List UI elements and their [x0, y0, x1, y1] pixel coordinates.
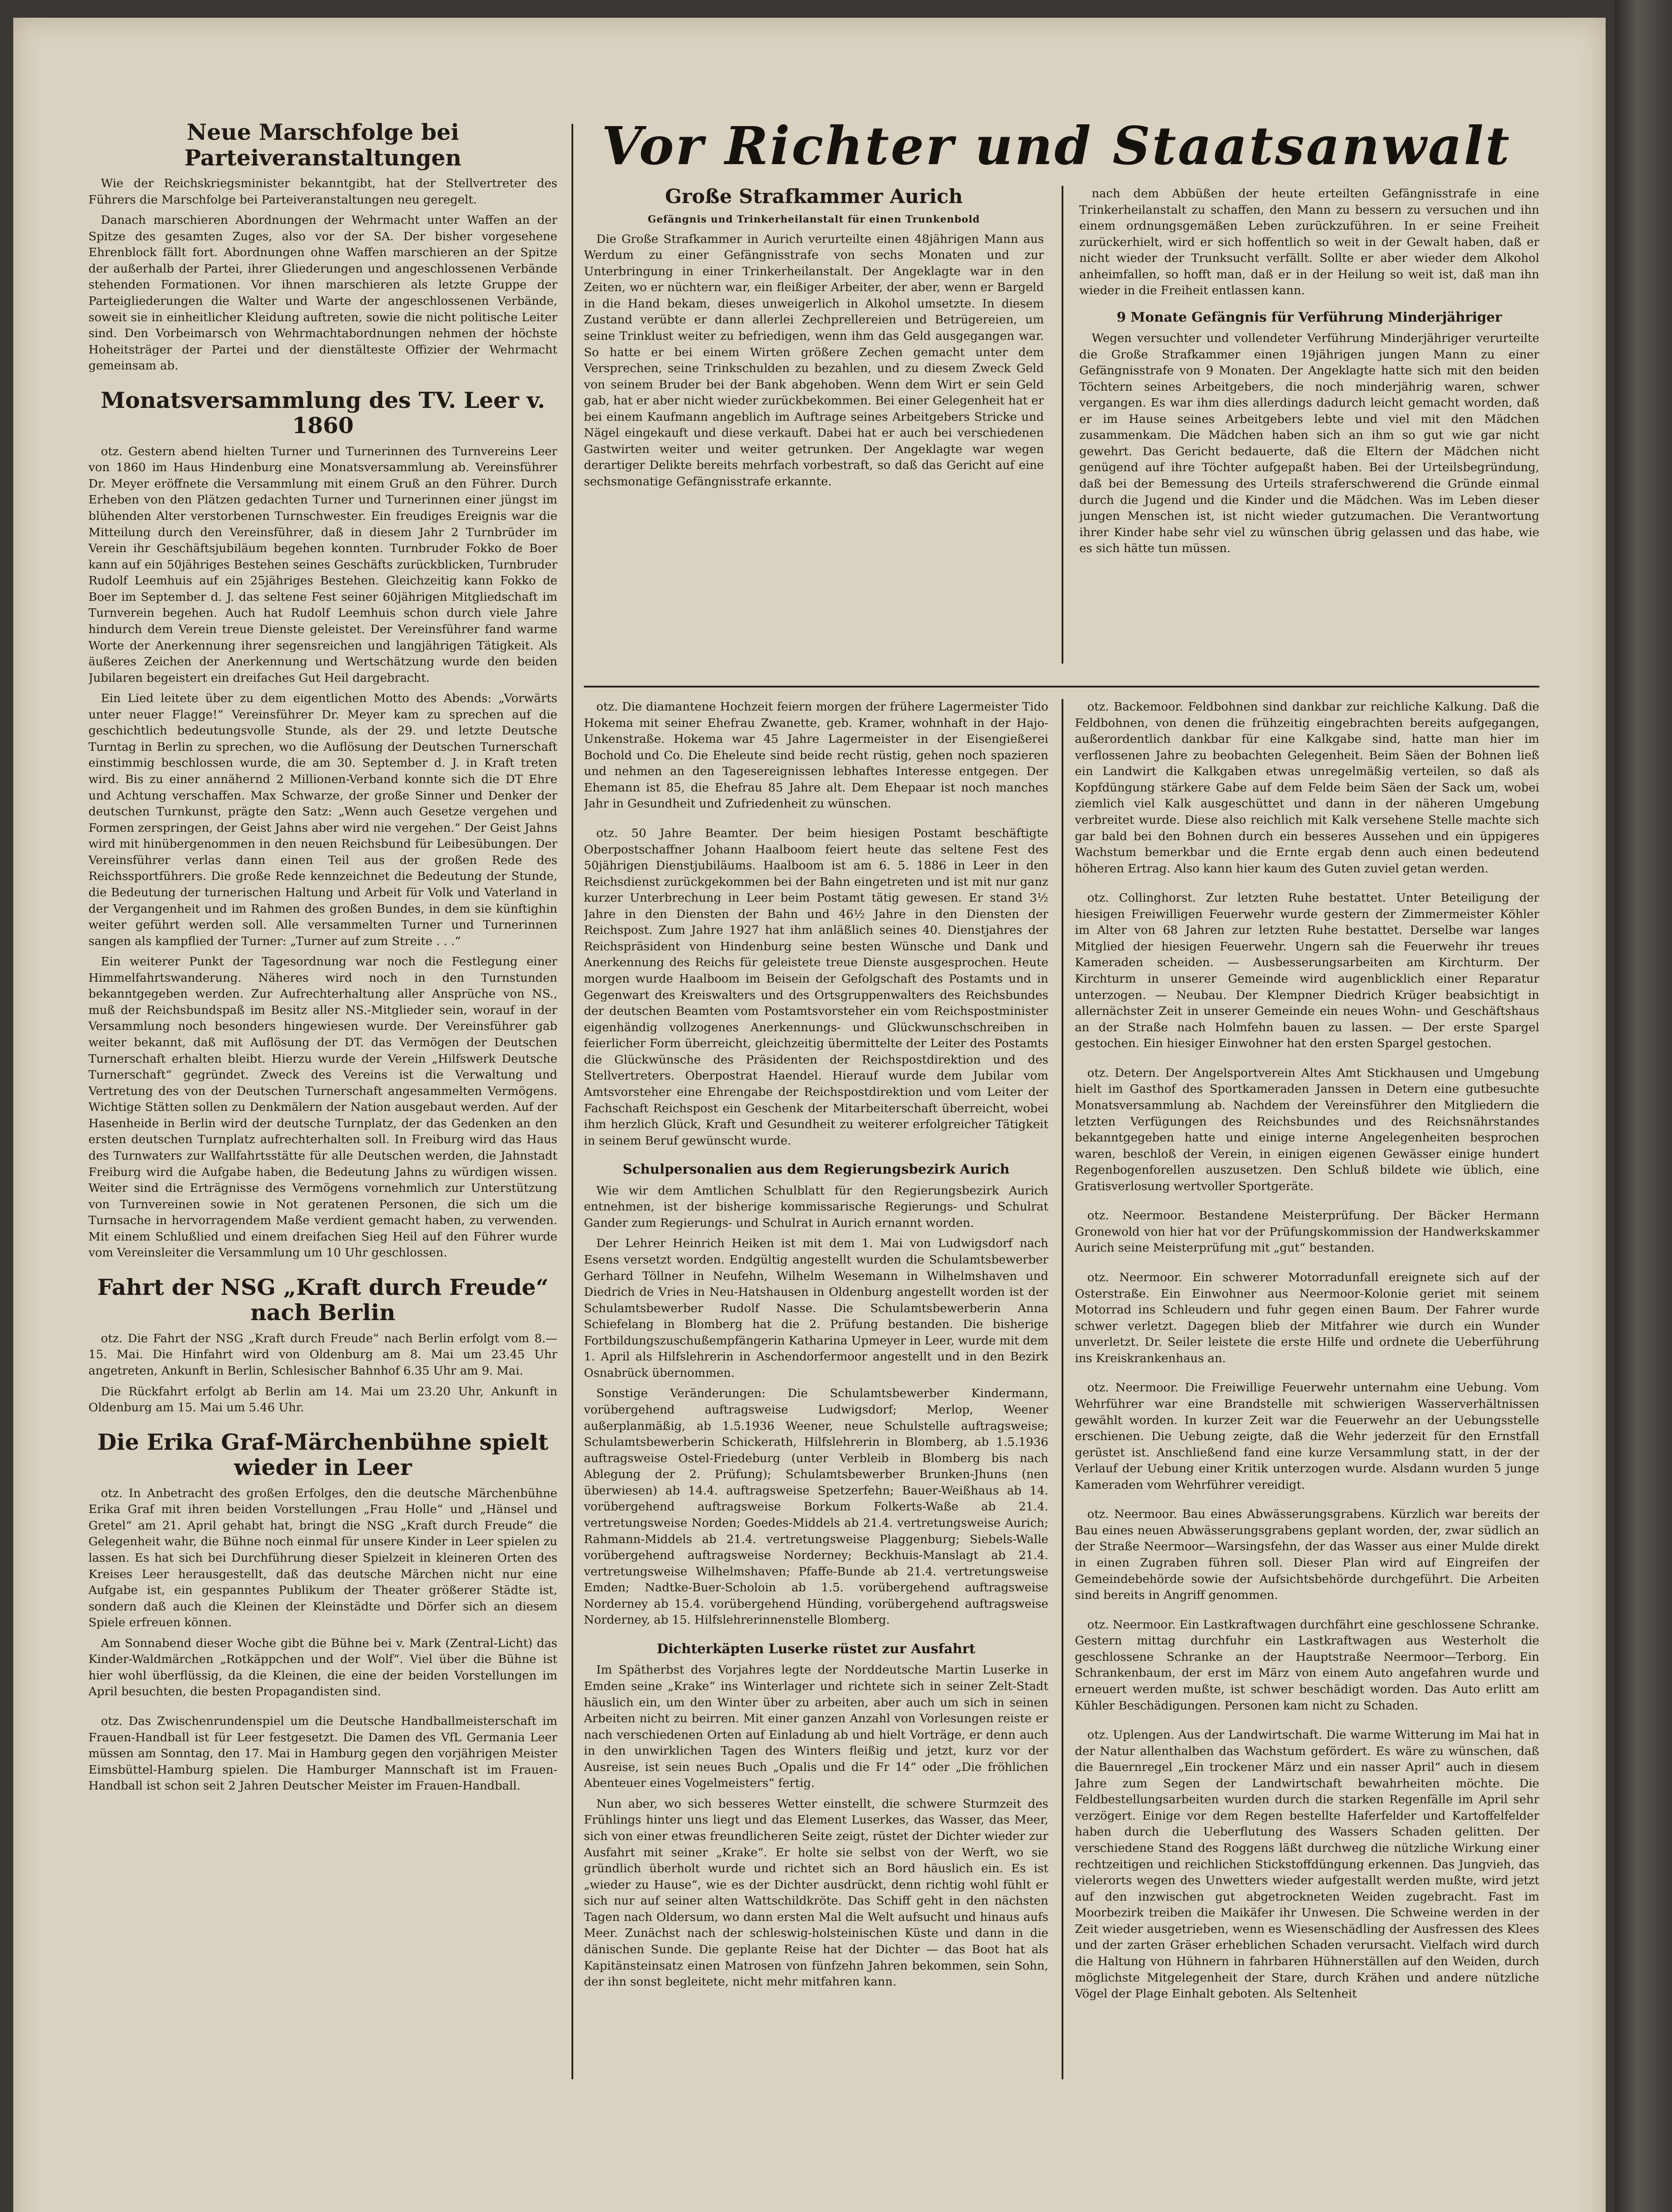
article	[1075, 1065, 1539, 1195]
article-paragraph: otz. Neermoor. Die Freiwillige Feuerwehr unternahm eine Uebung. Vom Wehrführer war eine Brandstelle mit schwierigen Wasserverhältnissen gewählt worden. In kurzer Zeit war die Feuerwehr an der Uebungsstelle erschienen. Die Uebung zeigte, daß die Wehr jederzeit für den Ernstfall gerüstet ist. Anschließend fand eine kurze Versammlung statt, in der der Verlauf der Uebung einer Kritik unterzogen wurde. Alsdann wurden 5 junge Kameraden vom Wehrführer vereidigt.	[1075, 1381, 1539, 1492]
article	[584, 699, 1048, 812]
section-rule	[584, 686, 1539, 687]
article	[88, 1429, 557, 1700]
article	[584, 1162, 1048, 1628]
article-paragraph: Sonstige Veränderungen: Die Schulamtsbewerber Kindermann, vorübergehend auftragsweise Ludwigsdorf; Merlop, Weener außerplanmäßig, ab 1.5.1936 Weener, neue Schulstelle auftragsweise; Schulamtsbewerberin Schickerath, Hilfslehrerin in Blomberg, ab 1.5.1936 auftragsweise Ostel-Friedeburg (unter Verbleib in Blomberg bis nach Ablegung der 2. Prüfung); Schulamtsbewerber Brunken-Jhuns (nen überwiesen) ab 14.4. auftragsweise Spetzerfehn; Bauer-Weißhaus ab 14. vorübergehend auftragsweise Borkum Folkerts-Waße ab 21.4. vertretungsweise Norden; Goedes-Middels ab 21.4. vertretungsweise Aurich; Rahmann-Middels ab 21.4. vertretungsweise Plaggenburg; Siebels-Walle vorübergehend auftragsweise Norderney; Beckhuis-Manslagt ab 21.4. vertretungsweise Wilhelmshaven; Pfaffe-Bunde ab 21.4. vertretungsweise Emden; Nadtke-Buer-Scholoin ab 1.5. vorübergehend auftragsweise Norderney ab 15.4. vorübergehend Hünding, vorübergehend auftragsweise Norderney, ab 15. Hilfslehrerinnenstelle Blomberg.	[584, 1386, 1048, 1627]
article-headline: Dichterkäpten Luserke rüstet zur Ausfahrt	[656, 1641, 976, 1657]
section-banner: Vor Richter und Staatsanwalt	[602, 115, 1511, 177]
column-rule	[1062, 186, 1063, 664]
article-paragraph: otz. Backemoor. Feldbohnen sind dankbar zur reichliche Kalkung. Daß die Feldbohnen, von denen die frühzeitig eingebrachten bereits aufgegangen, außerordentlich dankbar für eine Kalkgabe sind, hatte man hier im verflossenen Jahre zu beobachten Gelegenheit. Beim Säen der Bohnen ließ ein Landwirt die Kalkgaben etwas unregelmäßig verteilen, so daß als Kopfdüngung stärkere Gabe auf dem Felde beim Säen der Sack um, wobei ziemlich viel Kalk ausgeschüttet und dann in der näheren Umgebung verbreitet wurde. Diese also reichlich mit Kalk versehene Stelle machte sich gar bald bei den Bohnen durch ein besseres Aussehen und ein üppigeres Wachstum bemerkbar und die Ernte ergab denn auch einen bedeutend höheren Ertrag. Also kann hier kaum des Guten zuviel getan werden.	[1075, 700, 1539, 876]
article	[1075, 1727, 1539, 2002]
article	[1075, 1617, 1539, 1714]
article-paragraph: Wegen versuchter und vollendeter Verführung Minderjähriger verurteilte die Große Strafkammer einen 19jährigen jungen Mann zu einer Gefängnisstrafe von 9 Monaten. Der Angeklagte hatte sich mit den beiden Töchtern seines Arbeitgebers, die noch minderjährig waren, schwer vergangen. Es war ihm dies allerdings dadurch leicht gemacht worden, daß er im Hause seines Arbeitgebers lebte und viel mit den Mädchen zusammenkam. Die Mädchen haben sich an ihm so gut wie gar nicht gewehrt. Das Gericht bedauerte, daß die Eltern der Mädchen nicht genügend auf ihre Töchter aufgepaßt haben. Bei der Urteilsbegründung, daß bei der Bemessung des Urteils straferschwerend die Gründe einmal durch die Jugend und die Kinder und die Mädchen. Was im Leben dieser jungen Menschen ist, ist nicht wieder gutzumachen. Die Verantwortung ihrer Kinder habe sehr viel zu wünschen übrig gelassen und das habe, wie es sich hätte tun müssen.	[1079, 331, 1539, 556]
article	[1075, 890, 1539, 1052]
article	[88, 119, 557, 374]
article-headline: Die Erika Graf-Märchenbühne spielt wieder in Leer	[97, 1429, 548, 1481]
article-paragraph: otz. Neermoor. Ein Lastkraftwagen durchfährt eine geschlossene Schranke. Gestern mittag durchfuhr ein Lastkraftwagen aus Westerholt die geschlossene Schranke an der Hauptstraße Neermoor—Terborg. Ein Schrankenbaum, der erst im März von einem Auto angefahren wurde und erneuert werden mußte, ist schwer beschädigt worden. Das Auto erlitt am Kühler Beschädigungen. Personen kam nicht zu Schaden.	[1075, 1617, 1539, 1713]
article-paragraph: otz. Neermoor. Bestandene Meisterprüfung. Der Bäcker Hermann Gronewold von hier hat vor der Prüfungskommission der Handwerkskammer Aurich seine Meisterprüfung mit „gut“ bestanden.	[1075, 1209, 1539, 1255]
article-paragraph: otz. Die diamantene Hochzeit feiern morgen der frühere Lagermeister Tido Hokema mit seiner Ehefrau Zwanette, geb. Kramer, wohnhaft in der Hajo-Unkenstraße. Hokema war 45 Jahre Lagermeister in der Eisengießerei Bochold und Co. Die Eheleute sind beide recht rüstig, gehen noch spazieren und nehmen an den Tagesereignissen lebhaftes Interesse entgegen. Der Ehemann ist 85, die Ehefrau 85 Jahre alt. Dem Ehepaar ist noch manches Jahr in Gesundheit und Zufriedenheit zu wünschen.	[584, 700, 1048, 811]
article	[1075, 699, 1539, 877]
article-paragraph: Die Rückfahrt erfolgt ab Berlin am 14. Mai um 23.20 Uhr, Ankunft in Oldenburg am 15. Mai um 5.46 Uhr.	[88, 1384, 557, 1415]
article	[1075, 1208, 1539, 1256]
article-paragraph: Im Spätherbst des Vorjahres legte der Norddeutsche Martin Luserke in Emden seine „Krake“ ins Winterlager und richtete sich in seiner Zelt-Stadt häuslich ein, um den Winter über zu arbeiten, aber auch um sich in seinen Arbeiten nicht zu beirren. Mit einer ganzen Anzahl von Vorlesungen reiste er nach verschiedenen Orten auf Einladung ab und hielt Vorträge, er denn auch in den unwirklichen Tagen des Winters fleißig und jetzt, kurz vor der Ausreise, ist sein neues Buch „Opalis und die Fr 14“ oder „Die fröhlichen Abenteuer eines Vogelmeisters“ fertig.	[584, 1663, 1048, 1790]
article-paragraph: Ein Lied leitete über zu dem eigentlichen Motto des Abends: „Vorwärts unter neuer Flagge!“ Vereinsführer Dr. Meyer kam zu sprechen auf die geschichtlich bedeutungsvolle Stunde, als der 29. und letzte Deutsche Turntag in Berlin zu sprechen, wo die Auflösung der Deutschen Turnerschaft einstimmig beschlossen wurde, die am 30. September d. J. in Kraft treten wird. Bis zu einer annähernd 2 Millionen-Verband konnte sich die DT Ehre und Achtung verschaffen. Max Schwarze, der große Sinner und Denker der deutschen Turnkunst, prägte den Satz: „Wenn auch Gesetze vergehen und Formen zerspringen, der Geist Jahns aber wird nie vergehen.“ Der Geist Jahns wird mit hinübergenommen in den neuen Reichsbund für Leibesübungen. Der Vereinsführer verlas dann einen Teil aus der großen Rede des Reichssportführers. Die große Rede kennzeichnet die Bedeutung der Stunde, die Bedeutung der turnerischen Haltung und Arbeit für Volk und Vaterland in der Vergangenheit und im Rahmen des großen Bundes, in dem sie künftighin weiter geführt werden soll. Alle versammelten Turner und Turnerinnen sangen als kampflied der Turner: „Turner auf zum Streite . . .“	[88, 691, 557, 948]
column-rule	[1062, 699, 1063, 2079]
article	[1075, 1506, 1539, 1603]
article-paragraph: nach dem Abbüßen der heute erteilten Gefängnisstrafe in eine Trinkerheilanstalt zu schaffen, den Mann zu bessern zu versuchen und ihn einem ordnungsgemäßen Leben zurückzuführen. In er seine Freiheit zurückerhielt, wird er sich hoffentlich so weit in der Gewalt haben, daß er nicht wieder der Trunksucht verfällt. Sollte er aber wieder dem Alkohol anheimfallen, so hofft man, daß er in der Heilung so weit ist, daß man ihn wieder in die Freiheit entlassen kann.	[1079, 187, 1539, 298]
court-title: Große Strafkammer Aurich	[665, 186, 963, 208]
article-paragraph: Danach marschieren Abordnungen der Wehrmacht unter Waffen an der Spitze des gesamten Zuges, also vor der SA. Der bisher vorgesehene Ehrenblock fällt fort. Abordnungen ohne Waffen marschieren an der Spitze der außerhalb der Partei, ihrer Gliederungen und angeschlossenen Verbände stehenden Formationen. Vor ihnen marschieren als letzte Gruppe der Parteigliederungen die Walter und Warte der angeschlossenen Verbände, soweit sie in einheitlicher Kleidung auftreten, sowie die nicht politische Leiter sind. Den Vorbeimarsch von Wehrmachtabordnungen nehmen der höchste Hoheitsträger der Partei und der dienstälteste Offizier der Wehrmacht gemeinsam ab.	[88, 213, 557, 373]
article-paragraph: otz. Uplengen. Aus der Landwirtschaft. Die warme Witterung im Mai hat in der Natur allenthalben das Wachstum gefördert. Es wäre zu wünschen, daß die Bauernregel „Ein trockener März und ein nasser April“ auch in diesem Jahre zum Segen der Landwirtschaft bewahrheiten möchte. Die Feldbestellungsarbeiten wurden durch die starken Regenfälle im April sehr verzögert. Einige vor dem Regen bestellte Haferfelder und Kartoffelfelder haben durch die Ueberflutung des Wassers Schaden gelitten. Der verschiedene Stand des Roggens läßt durchweg die nützliche Wirkung einer rechtzeitigen und reichlichen Stickstoffdüngung erkennen. Das Jungvieh, das vielerorts wegen des Unwetters wieder aufgestallt werden mußte, wird jetzt auf den inzwischen gut abgetrockneten Weiden zugebracht. Fast im Moorbezirk treiben die Maikäfer ihr Unwesen. Die Schweine werden in der Zeit wieder ausgetrieben, wenn es Wiesenschädling der Ausfressen des Klees und der zarten Gräser erheblichen Schaden verursacht. Vielfach wird durch die Haltung von Hühnern in fahrbaren Hühnerställen auf den Weiden, durch möglichste Mitgelegenheit der Stare, durch Krähen und andere nützliche Vögel der Plage Einhalt geboten. Als Seltenheit	[1075, 1728, 1539, 2001]
article-paragraph: Am Sonnabend dieser Woche gibt die Bühne bei v. Mark (Zentral-Licht) das Kinder-Waldmärchen „Rotkäppchen und der Wolf“. Viel über die Bühne ist hier wohl überflüssig, da die Kleinen, die eine der beiden Vorstellungen im April besuchten, die besten Propagandisten sind.	[88, 1636, 557, 1699]
article-paragraph: otz. Detern. Der Angelsportverein Altes Amt Stickhausen und Umgebung hielt im Gasthof des Sportkameraden Janssen in Detern eine gutbesuchte Monatsversammlung ab. Nachdem der Vereinsführer den Mitgliedern die letzten Verfügungen des Reichsbundes und des Reichsnährstandes bekanntgegeben hatte und einige interne Angelegenheiten besprochen waren, beschloß der Verein, in einigen eigenen Gewässer einige hundert Regenbogenforellen auszusetzen. Den Schluß bildete wie üblich, eine Gratisverlosung wertvoller Sportgeräte.	[1075, 1066, 1539, 1193]
article-paragraph: Der Lehrer Heinrich Heiken ist mit dem 1. Mai von Ludwigsdorf nach Esens versetzt worden. Endgültig angestellt wurden die Schulamtsbewerber Gerhard Töllner in Neufehn, Wilhelm Wesemann in Wilhelmshaven und Diedrich de Vries in Neu-Hatshausen in Oldenburg angestellt worden ist der Schulamtsbewerber Rudolf Nasse. Die Schulamtsbewerberin Anna Schiefelang in Blomberg hat die 2. Prüfung bestanden. Die bisherige Fortbildungszuschußempfängerin Katharina Upmeyer in Leer, wurde mit dem 1. April als Hilfslehrerin in Aschendorfermoor angestellt und in den Bezirk Osnabrück übernommen.	[584, 1237, 1048, 1380]
court-left	[584, 186, 1044, 677]
article-paragraph: otz. Das Zwischenrundenspiel um die Deutsche Handballmeisterschaft im Frauen-Handball ist für Leer festgesetzt. Die Damen des VfL Germania Leer müssen am Sonntag, den 17. Mai in Hamburg gegen den vorjährigen Meister Eimsbüttel-Hamburg spielen. Die Hamburger Mannschaft ist im Frauen-Handball ist schon seit 2 Jahren Deutscher Meister im Frauen-Handball.	[88, 1714, 557, 1793]
article	[1075, 1270, 1539, 1367]
court-subtitle: Gefängnis und Trinkerheilanstalt für einen Trunkenbold	[648, 213, 980, 225]
article-paragraph: otz. Gestern abend hielten Turner und Turnerinnen des Turnvereins Leer von 1860 im Haus Hindenburg eine Monatsversammlung ab. Vereinsführer Dr. Meyer eröffnete die Versammlung mit einem Gruß an den Führer. Durch Erheben von den Plätzen gedachten Turner und Turnerinnen einer jüngst im blühenden Alter verstorbenen Turnschwester. Ein freudiges Ereignis war die Mitteilung durch den Vereinsführer, daß in diesem Jahr 2 Turnbrüder im Verein ihr Geschäftsjubiläum begehen konnten. Turnbruder Fokko de Boer kann auf ein 50jähriges Bestehen seines Geschäfts zurückblicken, Turnbruder Rudolf Leemhuis auf ein 25jähriges Bestehen. Gleichzeitig kann Fokko de Boer im September d. J. das seltene Fest seiner 60jährigen Mitgliedschaft im Turnverein begehen. Auch hat Rudolf Leemhuis schon durch viele Jahre hindurch dem Verein treue Dienste geleistet. Der Vereinsführer fand warme Worte der Anerkennung ihrer segensreichen und langjährigen Tätigkeit. Als äußeres Zeichen der Anerkennung und Wertschätzung wurde den beiden Jubilaren begeistert ein dreifaches Gut Heil dargebracht.	[88, 444, 557, 685]
article-paragraph: otz. Die Fahrt der NSG „Kraft durch Freude“ nach Berlin erfolgt vom 8.—15. Mai. Die Hinfahrt wird von Oldenburg am 8. Mai um 23.45 Uhr angetreten, Ankunft in Berlin, Schlesischer Bahnhof 6.35 Uhr am 9. Mai.	[88, 1331, 557, 1378]
article-paragraph: otz. 50 Jahre Beamter. Der beim hiesigen Postamt beschäftigte Oberpostschaffner Johann Haalboom feiert heute das seltene Fest des 50jährigen Dienstjubiläums. Haalboom ist am 6. 5. 1886 in Leer in den Reichsdienst zurückgekommen bei der Bahn eingetreten und ist mit nur ganz kurzer Unterbrechung in Leer beim Postamt tätig gewesen. Er stand 3½ Jahre in den Diensten der Bahn und 46½ Jahre in den Diensten der Reichspost. Zum Jahre 1927 hat ihm anläßlich seines 40. Dienstjahres der Reichspräsident von Hindenburg seine besten Wünsche und Dank und Anerkennung des Reichs für geleistete treue Dienste ausgesprochen. Heute morgen wurde Haalboom im Beisein der Gefolgschaft des Postamts und in Gegenwart des Kreiswalters und des Ortsgruppenwalters des Reichsbundes der deutschen Beamten vom Postamtsvorsteher ein vom Reichspostminister eigenhändig vollzogenes Anerkennungs- und Glückwunschschreiben in feierlicher Form überreicht, gleichzeitig übermittelte der Leiter des Postamts die Glückwünsche des Präsidenten der Reichspostdirektion und des Stellvertreters. Oberpostrat Haendel. Hierauf wurde dem Jubilar vom Amtsvorsteher eine Ehrengabe der Reichspostdirektion und vom Leiter der Fachschaft Reichspost ein Geschenk der Mitarbeiterschaft überreicht, wobei ihm herzlich Glück, Kraft und Gesundheit zu weiterer erfolgreicher Tätigkeit in seinem Beruf gewünscht wurde.	[584, 826, 1048, 1148]
article	[584, 1642, 1048, 1990]
article-paragraph: Nun aber, wo sich besseres Wetter einstellt, die schwere Sturmzeit des Frühlings hinter uns liegt und das Element Luserkes, das Wasser, das Meer, sich von einer etwas freundlicheren Seite zeigt, rüstet der Dichter wieder zur Ausfahrt mit seiner „Krake“. Er holte sie selbst von der Werft, wo sie gründlich überholt wurde und richtet sich an Bord häuslich ein. Es ist „wieder zu Hause“, wie es der Dichter ausdrückt, denn richtig wohl fühlt er sich nur auf seiner alten Wattschildkröte. Das Schiff geht in den nächsten Tagen nach Oldersum, wo dann ersten Mal die Welt aufsucht und hinaus aufs Meer. Zunächst nach der schleswig-holsteinischen Küste und dann in die dänischen Sunde. Die geplante Reise hat der Dichter — das Boot hat als Kapitänsteinsatz einen Matrosen von fünfzehn Jahren bekommen, sein Sohn, der ihn sonst begleitete, nicht mehr mitfahren kann.	[584, 1797, 1048, 1989]
article-paragraph: otz. Collinghorst. Zur letzten Ruhe bestattet. Unter Beteiligung der hiesigen Freiwilligen Feuerwehr wurde gestern der Zimmermeister Köhler im Alter von 68 Jahren zur letzten Ruhe bestattet. Derselbe war langes Mitglied der hiesigen Feuerwehr. Ungern sah die Feuerwehr ihr treues Kameraden scheiden. — Ausbesserungsarbeiten am Kirchturm. Der Kirchturm in unserer Gemeinde wird augenblicklich einer Reparatur unterzogen. — Neubau. Der Klempner Diedrich Krüger beabsichtigt in allernächster Zeit in unserer Gemeinde ein neues Wohn- und Geschäftshaus an der Straße nach Holmfehn bauen zu lassen. — Der erste Spargel gestochen. Ein hiesiger Einwohner hat den ersten Spargel gestochen.	[1075, 891, 1539, 1051]
article-paragraph: Die Große Strafkammer in Aurich verurteilte einen 48jährigen Mann aus Werdum zu einer Gefängnisstrafe von sechs Monaten und zur Unterbringung in einer Trinkerheilanstalt. Der Angeklagte war in den Zeiten, wo er nüchtern war, ein fleißiger Arbeiter, der aber, wenn er Bargeld in die Hand bekam, dieses unweigerlich in Alkohol umsetzte. In diesem Zustand verübte er dann allerlei Zechprellereien und Betrügereien, um seine Trinklust weiter zu befriedigen, wenn ihm das Geld ausgegangen war. So hatte er bei einem Wirten größere Zechen gemacht unter dem Versprechen, seine Trinkschulden zu bezahlen, und zu diesem Zweck Geld von seinem Bruder bei der Bank abgehoben. Wenn dem Wirt er sein Geld gab, hat er aber nicht wieder zurückbekommen. Bei einer Gelegenheit hat er bei einem Kaufmann angeblich im Auftrage seines Arbeitgebers Stricke und Nägel eingekauft und diese verkauft. Dabei hat er auch bei verschiedenen Gastwirten weiter und weiter getrunken. Der Angeklagte war wegen derartiger Delikte bereits mehrfach vorbestraft, so daß das Gericht auf eine sechsmonatige Gefängnisstrafe erkannte.	[584, 232, 1044, 489]
binding-edge	[1614, 0, 1672, 2212]
article	[88, 388, 557, 1261]
newspaper-page	[13, 18, 1606, 2212]
article-headline: Schulpersonalien aus dem Regierungsbezirk Aurich	[622, 1162, 1010, 1178]
court-section	[584, 186, 1539, 677]
court-title-2: 9 Monate Gefängnis für Verführung Minderjähriger	[1116, 309, 1502, 325]
article-headline: Neue Marschfolge bei Parteiveranstaltungen	[184, 119, 462, 171]
column-right	[1075, 699, 1539, 2079]
article	[88, 1713, 557, 1794]
column-middle	[584, 699, 1048, 2079]
article-headline: Fahrt der NSG „Kraft durch Freude“ nach Berlin	[97, 1274, 549, 1326]
article	[1075, 1380, 1539, 1493]
article-paragraph: Wie wir dem Amtlichen Schulblatt für den Regierungsbezirk Aurich entnehmen, ist der bisherige kommissarische Regierungs- und Schulrat Gander zum Regierungs- und Schulrat in Aurich ernannt worden.	[584, 1183, 1048, 1230]
article-paragraph: Ein weiterer Punkt der Tagesordnung war noch die Festlegung einer Himmelfahrtswanderung. Näheres wird noch in den Turnstunden bekanntgegeben werden. Zur Aufrechterhaltung aller Ansprüche von NS., muß der Reichsbundspaß im Besitz aller NS.-Mitglieder sein, worauf in der Versammlung noch besonders hingewiesen wurde. Der Vereinsführer gab weiter bekannt, daß mit Auflösung der DT. das Vermögen der Deutschen Turnerschaft erhalten bleibt. Hierzu wurde der Verein „Hilfswerk Deutsche Turnerschaft“ gegründet. Zweck des Vereins ist die Verwaltung und Vertretung des von der Deutschen Turnerschaft angesammelten Vermögens. Wichtige Stätten sollen zu Denkmälern der Nation ausgebaut werden. Auf der Hasenheide in Berlin wird der deutsche Turnplatz, der das Gedenken an den ersten deutschen Turnplatz aufrechterhalten soll. In Freiburg wird das Haus des Turnwaters zur Wallfahrtsstätte für alle Deutschen werden, die Jahnstadt Freiburg wird die Aufgabe haben, die Bedeutung Jahns zu würdigen wissen. Weiter sind die Erträgnisse des Vermögens vornehmlich zur Unterstützung von Turnvereinen sowie in Not geratenen Personen, die sich um die Turnsache in hervorragendem Maße verdient gemacht haben, zu verwenden. Mit einem Schlußlied und einem dreifachen Sieg Heil auf den Führer wurde vom Vereinsleiter die Versammlung um 10 Uhr geschlossen.	[88, 955, 557, 1260]
article	[584, 826, 1048, 1149]
article-headline: Monatsversammlung des TV. Leer v. 1860	[100, 387, 545, 439]
article	[88, 1275, 557, 1416]
court-right	[1079, 186, 1539, 677]
article-paragraph: Wie der Reichskriegsminister bekanntgibt, hat der Stellvertreter des Führers die Marschfolge bei Parteiveranstaltungen neu geregelt.	[88, 177, 557, 207]
column-rule	[571, 124, 573, 2079]
article-paragraph: otz. Neermoor. Bau eines Abwässerungsgrabens. Kürzlich war bereits der Bau eines neuen Abwässerungsgrabens geplant worden, der, zwar südlich an der Straße Neermoor—Warsingsfehn, der das Wasser aus einer Mulde direkt in einen Zugraben führen soll. Dieser Plan wird auf Eingreifen der Gemeindebehörde sowie der Aufsichtsbehörde durchgeführt. Die Arbeiten sind bereits in Angriff genommen.	[1075, 1507, 1539, 1602]
article-paragraph: otz. In Anbetracht des großen Erfolges, den die deutsche Märchenbühne Erika Graf mit ihren beiden Vorstellungen „Frau Holle“ und „Hänsel und Gretel“ am 21. April gehabt hat, bringt die NSG „Kraft durch Freude“ die Gelegenheit wahr, die Bühne noch einmal für unsere Kinder in Leer spielen zu lassen. Es hat sich bei Durchführung dieser Spielzeit in kleineren Orten des Kreises Leer herausgestellt, daß das deutsche Märchen nicht nur eine Aufgabe ist, ein gespanntes Publikum der Theater größerer Städte ist, sondern daß auch die Kleinen der Kleinstädte und Dörfer sich an diesem Spiele erfreuen können.	[88, 1486, 557, 1630]
column-left	[88, 119, 557, 2075]
article-paragraph: otz. Neermoor. Ein schwerer Motorradunfall ereignete sich auf der Osterstraße. Ein Einwohner aus Neermoor-Kolonie geriet mit seinem Motorrad ins Schleudern und fuhr gegen einen Baum. Der Fahrer wurde schwer verletzt. Dagegen blieb der Mitfahrer wie durch ein Wunder unverletzt. Dr. Seiler leistete die erste Hilfe und ordnete die Ueberführung ins Kreiskrankenhaus an.	[1075, 1271, 1539, 1365]
